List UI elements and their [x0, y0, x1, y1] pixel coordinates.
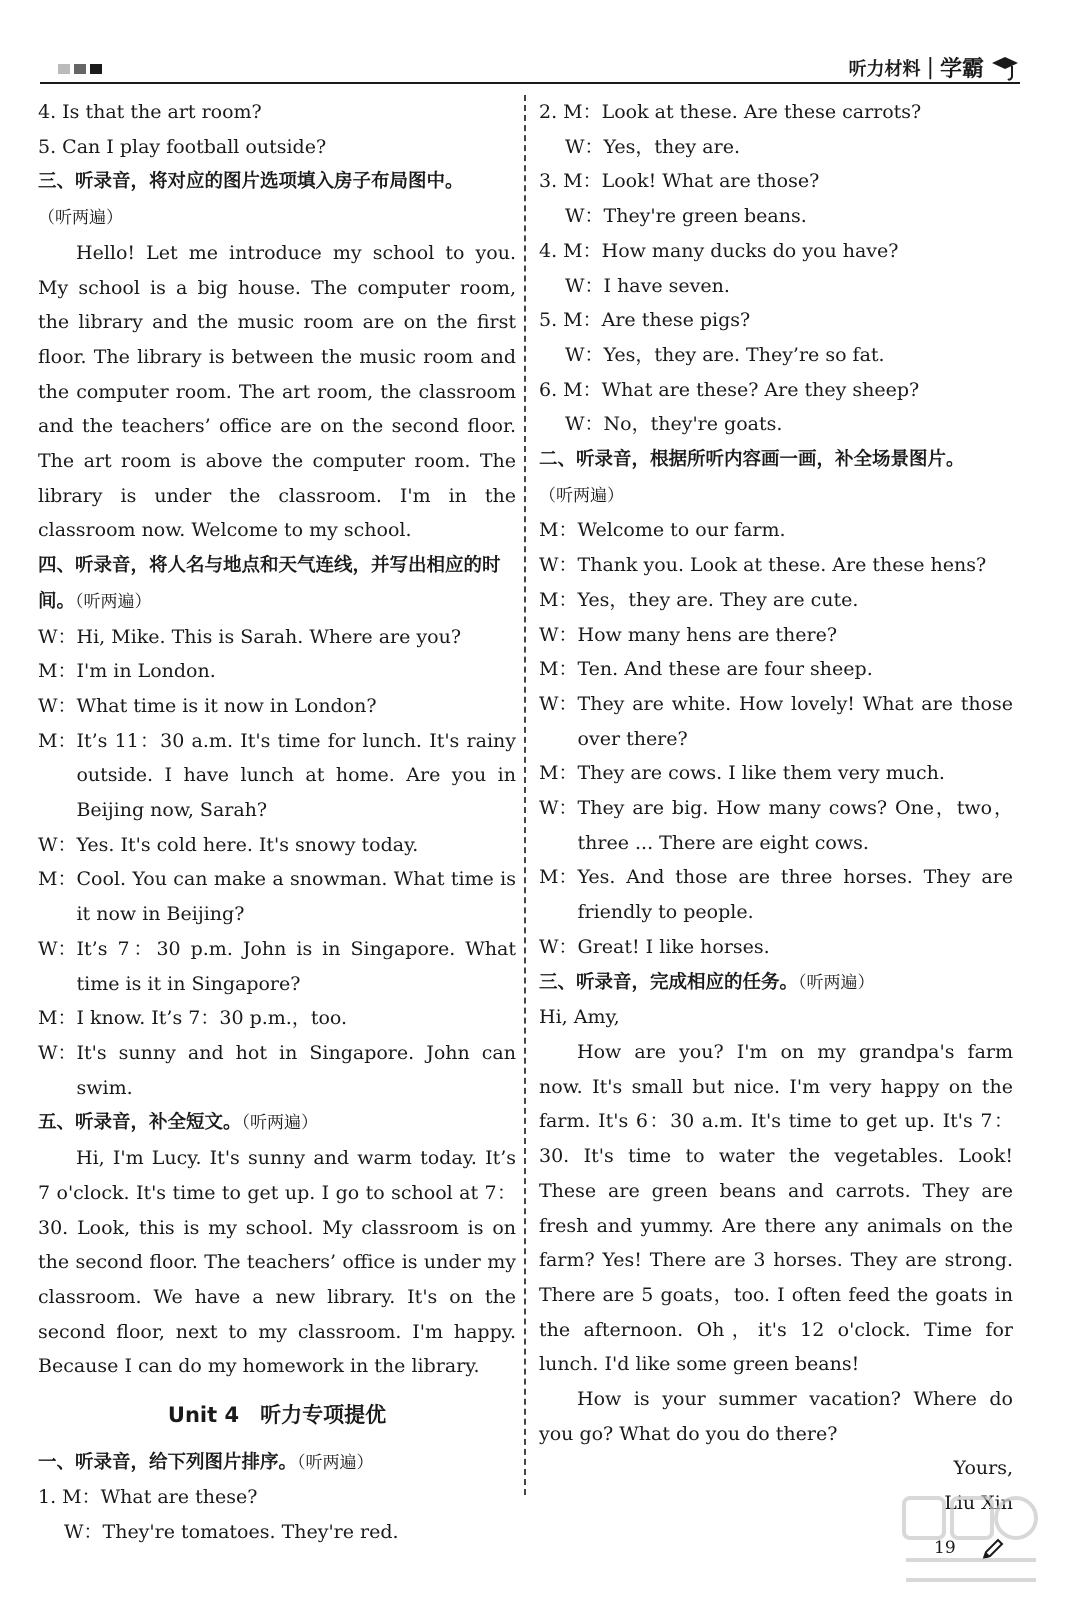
dialog-line: W： Yes. It's cold here. It's snowy today. [38, 833, 419, 856]
section-4-note: （听两遍） [75, 591, 152, 612]
unit-section-2-heading: 二、听录音，根据所听内容画一画，补全场景图片。 （听两遍） [539, 449, 965, 506]
watermark-logo-icon [896, 1490, 1046, 1600]
section-3-note: （听两遍） [38, 208, 123, 229]
right-column [539, 95, 1013, 1521]
section-5-passage: Hi, I'm Lucy. It's sunny and warm today. It’s 7 o'clock. It's time to get up. I go to school at 7：30. Look, this is my school. My classroom is on the second floor. The teachers’ office is under my classroom. We have a new library. It's on the second floor, next to my classroom. I'm happy. Because I can do my homework in the library. [38, 1147, 516, 1378]
dialog-line: W： Hi, Mike. This is Sarah. Where are you? [38, 625, 462, 648]
unit-q6-w: W：No，they're goats. [565, 413, 783, 436]
unit-section-2-note: （听两遍） [539, 485, 624, 506]
unit-q3-m: 3. M：Look! What are those? [539, 170, 820, 193]
section-4-heading: 四、听录音，将人名与地点和天气连线，并写出相应的时间。（听两遍） [38, 555, 501, 612]
dialog-line: W： Great! I like horses. [539, 935, 770, 958]
unit-q6-m: 6. M：What are these? Are they sheep? [539, 378, 920, 401]
header-marks [58, 64, 102, 74]
unit-section-3-note: （听两遍） [798, 972, 875, 993]
unit-q5-w: W：Yes，they are. They’re so fat. [565, 343, 885, 366]
unit-q4-m: 4. M：How many ducks do you have? [539, 239, 899, 262]
left-column [38, 95, 516, 1550]
unit-q5-m: 5. M：Are these pigs? [539, 309, 751, 332]
unit-section-3-heading: 三、听录音，完成相应的任务。（听两遍） [539, 971, 875, 993]
page-header [40, 50, 1020, 84]
dialog-line: W： They are white. How lovely! What are those over there? [539, 692, 1013, 750]
graduation-cap-icon [990, 53, 1020, 83]
section-5-note: （听两遍） [241, 1113, 319, 1134]
header-section-label: 听力材料 [848, 58, 921, 80]
header-title-group [849, 52, 1020, 83]
unit-q1-m: 1. M：What are these? [38, 1486, 258, 1509]
dialog-line: M： Cool. You can make a snowman. What time is it now in Beijing? [38, 868, 516, 926]
dialog-line: M： They are cows. I like them very much. [539, 762, 945, 785]
dialog-line: W： What time is it now in London? [38, 694, 377, 717]
unit-q2-w: W：Yes，they are. [565, 135, 740, 158]
letter-greeting: Hi, Amy, [539, 1006, 620, 1029]
section-3-heading: 三、听录音，将对应的图片选项填入房子布局图中。 （听两遍） [38, 171, 464, 229]
left-line-q5: 5. Can I play football outside? [38, 135, 327, 158]
dialog-line: W： Thank you. Look at these. Are these hens? [539, 554, 987, 577]
dialog-line: W： They are big. How many cows? One，two，three ... There are eight cows. [539, 797, 1013, 854]
header-divider: | [926, 55, 934, 80]
unit-title: Unit 4 听力专项提优 [167, 1403, 387, 1428]
dialog-line: M： I know. It’s 7：30 p.m.，too. [38, 1007, 348, 1030]
unit-q3-w: W：They're green beans. [565, 205, 807, 228]
section-3-passage: Hello! Let me introduce my school to you. My school is a big house. The computer room, the library and the music room are on the first floor. The library is between the music room and the computer room. The art room, the classroom and the teachers’ office are on the second floor. The art room is above the computer room. The library is under the classroom. I'm in the classroom now. Welcome to my school. [38, 241, 516, 542]
header-brand: 学霸 [939, 57, 984, 82]
letter-body-2: How is your summer vacation? Where do you go? What do you do there? [539, 1388, 1013, 1445]
dialog-line: M： Yes，they are. They are cute. [539, 588, 859, 611]
unit-q4-w: W：I have seven. [565, 274, 730, 297]
unit-section-1-note: （听两遍） [297, 1452, 374, 1473]
dialog-line: M： Ten. And these are four sheep. [539, 658, 873, 681]
dialog-line: M： It’s 11：30 a.m. It's time for lunch. It's rainy outside. I have lunch at home. Are you in Beijing now, Sarah? [38, 729, 516, 822]
page-number: 19 [934, 1538, 956, 1558]
letter-closing: Yours, [953, 1457, 1013, 1480]
dialog-line: W： How many hens are there? [539, 623, 838, 646]
left-line-q4: 4. Is that the art room? [38, 101, 262, 123]
letter-body-1: How are you? I'm on my grandpa's farm now. It's small but nice. I'm very happy on the farm. It's 6：30 a.m. It's time to get up. It's 7：30. It's time to water the vegetables. Look! These are green beans and carrots. They are fresh and yummy. Are there any animals on the farm? Yes! There are 3 horses. They are strong. There are 5 goats，too. I often feed the goats in the afternoon. Oh，it's 12 o'clock. Time for lunch. I'd like some green beans! [539, 1040, 1013, 1376]
column-divider [524, 95, 526, 1495]
dialog-line: M： Welcome to our farm. [539, 519, 786, 542]
dialog-line: M： Yes. And those are three horses. They are friendly to people. [539, 866, 1013, 924]
unit-section-1-heading: 一、听录音，给下列图片排序。（听两遍） [38, 1451, 374, 1473]
section-5-heading: 五、听录音，补全短文。（听两遍） [38, 1112, 319, 1134]
dialog-line: W： It's sunny and hot in Singapore. John can swim. [38, 1041, 516, 1099]
dialog-line: W： It’s 7：30 p.m. John is in Singapore. What time is it in Singapore? [38, 937, 516, 995]
letter-signature: Liu Xin [944, 1492, 1013, 1515]
dialog-line: M： I'm in London. [38, 660, 216, 683]
unit-q2-m: 2. M：Look at these. Are these carrots? [539, 101, 922, 123]
unit-q1-w: W：They're tomatoes. They're red. [64, 1521, 399, 1544]
